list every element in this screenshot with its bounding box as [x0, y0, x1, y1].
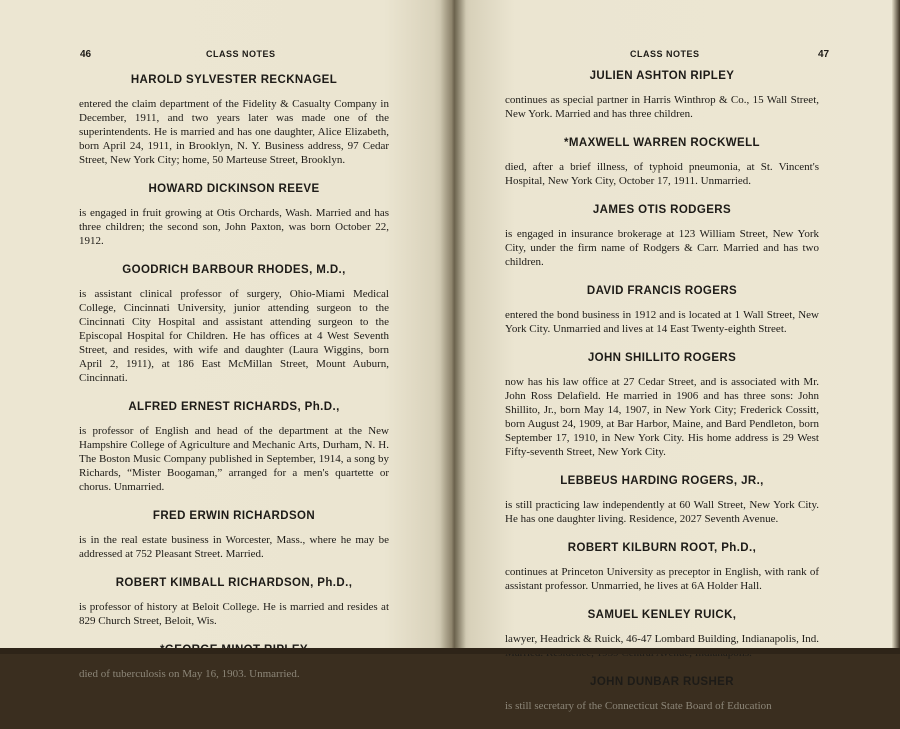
- entry-name: SAMUEL KENLEY RUICK,: [587, 609, 737, 621]
- page-number: 47: [818, 49, 830, 60]
- entry-name: DAVID FRANCIS ROGERS: [586, 285, 738, 297]
- entry: [505, 285, 819, 336]
- entry-name: HOWARD DICKINSON REEVE: [148, 183, 320, 195]
- entry: [505, 352, 819, 459]
- entry-name: *MAXWELL WARREN ROCKWELL: [564, 137, 760, 149]
- entry-name: JAMES OTIS RODGERS: [592, 204, 732, 216]
- entry-name: JULIEN ASHTON RIPLEY: [589, 70, 735, 82]
- entry: [79, 74, 389, 167]
- entry-name: ALFRED ERNEST RICHARDS, Ph.D.,: [128, 401, 340, 413]
- left-page: [0, 0, 452, 680]
- running-head: CLASS NOTES: [630, 49, 700, 59]
- entry: [505, 676, 819, 713]
- entry-text: lawyer, Headrick & Ruick, 46-47 Lombard Building, Indianapolis, Ind.: [505, 633, 819, 645]
- entry-text: is assistant clinical professor of surgery, Ohio-Miami Medical College, Cincinnati University, junior attending surgeon to the Cincinnati City Hospital and assistant attending surgeon to the Episcopal Hospital for Children. He has offices at 4 West Seventh Street, and resides, with wife and daughter (Laura Wiggins, born April 2, 1911), at 186 East McMillan Street, Mount Auburn, Cincinnati.: [79, 288, 389, 384]
- entry-text: is in the real estate business in Worcester, Mass., where he may be addressed at 752 Pleasant Street. Married.: [79, 534, 389, 560]
- entry-name: HAROLD SYLVESTER RECKNAGEL: [130, 74, 338, 86]
- entry-text: now has his law office at 27 Cedar Street, and is associated with Mr. John Ross Delafield. He married in 1906 and has three sons: John Shillito, Jr., born May 14, 1907, in New York City; Frederick Cossitt, born August 24, 1909, at Bar Harbor, Maine, and Bard Pendleton, born September 17, 1910, in New York City. His home address is 29 West Fifty-seventh Street, New York City.: [505, 376, 819, 458]
- bottom-edge: [0, 648, 900, 654]
- entry-text: died, after a brief illness, of typhoid pneumonia, at St. Vincent's Hospital, New York City, October 17, 1911. Unmarried.: [505, 161, 819, 187]
- right-page: [452, 0, 900, 712]
- entry-name: LEBBEUS HARDING ROGERS, JR.,: [560, 475, 764, 487]
- entry-list: [79, 74, 389, 697]
- entry-name: ROBERT KIMBALL RICHARDSON, Ph.D.,: [115, 577, 353, 589]
- entry: [505, 475, 819, 526]
- entry-text: is engaged in fruit growing at Otis Orchards, Wash. Married and has three children; the second son, John Paxton, was born October 22, 1912.: [79, 207, 389, 247]
- entry-name: FRED ERWIN RICHARDSON: [152, 510, 316, 522]
- entry: [79, 183, 389, 248]
- entry-name: GOODRICH BARBOUR RHODES, M.D.,: [122, 264, 346, 276]
- entry-text: continues as special partner in Harris Winthrop & Co., 15 Wall Street, New York. Married and has three children.: [505, 94, 819, 120]
- entry-name: ROBERT KILBURN ROOT, Ph.D.,: [567, 542, 757, 554]
- entry-text: is still secretary of the Connecticut State Board of Education: [505, 700, 772, 712]
- entry-name: JOHN SHILLITO ROGERS: [587, 352, 737, 364]
- entry-text: is still practicing law independently at 60 Wall Street, New York City. He has one daughter living. Residence, 2027 Seventh Avenue.: [505, 499, 819, 525]
- entry: [505, 204, 819, 269]
- entry: [79, 264, 389, 385]
- entry-text: is professor of English and head of the department at the New Hampshire College of Agriculture and Mechanic Arts, Durham, N. H. The Boston Music Company published in September, 1914, a song by Richards, “Mister Boogaman,” arranged for a men's quartette or chorus. Unmarried.: [79, 425, 389, 493]
- entry-text: is professor of history at Beloit College. He is married and resides at 829 Church Street, Beloit, Wis.: [79, 601, 389, 627]
- entry-text: entered the bond business in 1912 and is located at 1 Wall Street, New York City. Unmarried and lives at 14 East Twenty-eighth Street.: [505, 309, 819, 335]
- entry: [505, 542, 819, 593]
- entry: [505, 137, 819, 188]
- page-edge: [892, 0, 900, 654]
- entry-name: JOHN DUNBAR RUSHER: [590, 676, 734, 688]
- entry-text: continues at Princeton University as preceptor in English, with rank of assistant professor. Unmarried, he lives at 6A Holder Hall.: [505, 566, 819, 592]
- entry: [79, 577, 389, 628]
- running-head: CLASS NOTES: [206, 49, 276, 59]
- entry: [79, 401, 389, 494]
- entry: [505, 70, 819, 121]
- entry-text: died of tuberculosis on May 16, 1903. Unmarried.: [79, 668, 300, 680]
- entry-list: [505, 70, 819, 729]
- entry-text: is engaged in insurance brokerage at 123 William Street, New York City, under the firm name of Rodgers & Carr. Married and has two children.: [505, 228, 819, 268]
- entry: [79, 510, 389, 561]
- book-gutter: [440, 0, 466, 654]
- entry-text: entered the claim department of the Fidelity & Casualty Company in December, 1911, and two years later was made one of the superintendents. He is married and has one daughter, Alice Elizabeth, born April 24, 1911, in Brooklyn, N. Y. Business address, 97 Cedar Street, New York City; home, 50 Marteuse Street, Brooklyn.: [79, 98, 389, 166]
- page-number: 46: [80, 49, 92, 60]
